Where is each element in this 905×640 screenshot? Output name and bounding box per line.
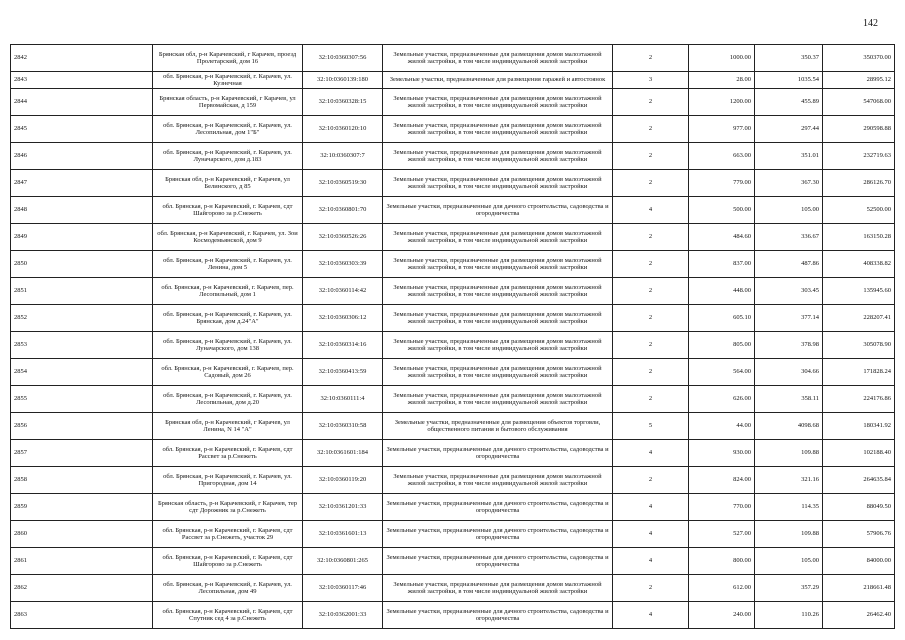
unit-value-cell: 487.86 [755, 251, 823, 278]
cadastral-number-cell: 32:10:0361601:184 [303, 440, 383, 467]
zone-cell: 2 [613, 386, 689, 413]
unit-value-cell: 378.98 [755, 332, 823, 359]
unit-value-cell: 455.89 [755, 89, 823, 116]
cadastral-value-cell: 264635.84 [823, 467, 895, 494]
area-cell: 977.00 [689, 116, 755, 143]
zone-cell: 2 [613, 332, 689, 359]
cadastral-number-cell: 32:10:0360303:39 [303, 251, 383, 278]
zone-cell: 2 [613, 116, 689, 143]
cadastral-number-cell: 32:10:0360801:265 [303, 548, 383, 575]
unit-value-cell: 297.44 [755, 116, 823, 143]
area-cell: 824.00 [689, 467, 755, 494]
cadastral-number-cell: 32:10:0360111:4 [303, 386, 383, 413]
land-use-cell: Земельные участки, предназначенные для размещения объектов торговли, общественного питания и бытового обслуживания [383, 413, 613, 440]
table-row [11, 251, 895, 278]
table-row [11, 197, 895, 224]
area-cell: 663.00 [689, 143, 755, 170]
cadastral-number-cell: 32:10:0360526:26 [303, 224, 383, 251]
unit-value-cell: 303.45 [755, 278, 823, 305]
row-number-cell: 2846 [11, 143, 153, 170]
land-use-cell: Земельные участки, предназначенные для размещения домов малоэтажной жилой застройки, в том числе индивидуальной жилой застройки [383, 89, 613, 116]
unit-value-cell: 109.88 [755, 440, 823, 467]
zone-cell: 5 [613, 413, 689, 440]
cadastral-number-cell: 32:10:0360120:10 [303, 116, 383, 143]
row-number-cell: 2845 [11, 116, 153, 143]
row-number-cell: 2847 [11, 170, 153, 197]
row-number-cell: 2852 [11, 305, 153, 332]
area-cell: 44.00 [689, 413, 755, 440]
address-cell: обл. Брянская, р-н Карачевский, г. Карачев, сдт Спутник сед 4 за р.Снежеть [153, 602, 303, 629]
row-number-cell: 2853 [11, 332, 153, 359]
row-number-cell: 2854 [11, 359, 153, 386]
cadastral-value-cell: 224176.86 [823, 386, 895, 413]
unit-value-cell: 105.00 [755, 197, 823, 224]
unit-value-cell: 351.01 [755, 143, 823, 170]
area-cell: 1200.00 [689, 89, 755, 116]
unit-value-cell: 336.67 [755, 224, 823, 251]
land-use-cell: Земельные участки, предназначенные для размещения домов малоэтажной жилой застройки, в том числе индивидуальной жилой застройки [383, 305, 613, 332]
zone-cell: 2 [613, 251, 689, 278]
address-cell: обл. Брянская, р-н Карачевский, г. Карачев, сдт Рассвет за р.Снежеть [153, 440, 303, 467]
zone-cell: 4 [613, 602, 689, 629]
area-cell: 770.00 [689, 494, 755, 521]
table-row [11, 116, 895, 143]
land-use-cell: Земельные участки, предназначенные для дачного строительства, садоводства и огородничества [383, 521, 613, 548]
cadastral-value-cell: 286126.70 [823, 170, 895, 197]
address-cell: обл. Брянская, р-н Карачевский, г. Карачев, ул. Кузнечная [153, 72, 303, 89]
table-row [11, 386, 895, 413]
land-use-cell: Земельные участки, предназначенные для размещения домов малоэтажной жилой застройки, в том числе индивидуальной жилой застройки [383, 251, 613, 278]
address-cell: обл. Брянская, р-н Карачевский, г. Карачев, ул. Лесопильная, дом д.20 [153, 386, 303, 413]
land-use-cell: Земельные участки, предназначенные для размещения гаражей и автостоянок [383, 72, 613, 89]
zone-cell: 4 [613, 440, 689, 467]
address-cell: Брянская обл, р-н Карачевский, г Карачев, ул Белинского, д 85 [153, 170, 303, 197]
land-use-cell: Земельные участки, предназначенные для дачного строительства, садоводства и огородничества [383, 548, 613, 575]
land-use-cell: Земельные участки, предназначенные для размещения домов малоэтажной жилой застройки, в том числе индивидуальной жилой застройки [383, 278, 613, 305]
table-row [11, 359, 895, 386]
area-cell: 527.00 [689, 521, 755, 548]
cadastral-number-cell: 32:10:0360307:56 [303, 45, 383, 72]
cadastral-value-cell: 102188.40 [823, 440, 895, 467]
row-number-cell: 2850 [11, 251, 153, 278]
row-number-cell: 2849 [11, 224, 153, 251]
cadastral-value-cell: 26462.40 [823, 602, 895, 629]
zone-cell: 4 [613, 521, 689, 548]
land-use-cell: Земельные участки, предназначенные для дачного строительства, садоводства и огородничества [383, 602, 613, 629]
row-number-cell: 2863 [11, 602, 153, 629]
unit-value-cell: 109.88 [755, 521, 823, 548]
table-row [11, 521, 895, 548]
zone-cell: 2 [613, 143, 689, 170]
row-number-cell: 2856 [11, 413, 153, 440]
address-cell: обл. Брянская, р-н Карачевский, г. Карачев, ул. Луначарского, дом 138 [153, 332, 303, 359]
land-use-cell: Земельные участки, предназначенные для размещения домов малоэтажной жилой застройки, в том числе индивидуальной жилой застройки [383, 45, 613, 72]
area-cell: 805.00 [689, 332, 755, 359]
cadastral-value-cell: 180341.92 [823, 413, 895, 440]
cadastral-value-cell: 408338.82 [823, 251, 895, 278]
cadastral-value-cell: 350370.00 [823, 45, 895, 72]
row-number-cell: 2861 [11, 548, 153, 575]
cadastral-number-cell: 32:10:0361201:33 [303, 494, 383, 521]
address-cell: обл. Брянская, р-н Карачевский, г. Карачев, сдт Рассвет за р.Снежеть, участок 29 [153, 521, 303, 548]
row-number-cell: 2842 [11, 45, 153, 72]
unit-value-cell: 1035.54 [755, 72, 823, 89]
area-cell: 626.00 [689, 386, 755, 413]
area-cell: 612.00 [689, 575, 755, 602]
cadastral-number-cell: 32:10:0361601:13 [303, 521, 383, 548]
cadastral-number-cell: 32:10:0360119:20 [303, 467, 383, 494]
address-cell: Брянская область, р-н Карачевский, г Карачев, тер сдт Дорожник за р.Снежеть [153, 494, 303, 521]
land-use-cell: Земельные участки, предназначенные для размещения домов малоэтажной жилой застройки, в том числе индивидуальной жилой застройки [383, 170, 613, 197]
land-use-cell: Земельные участки, предназначенные для размещения домов малоэтажной жилой застройки, в том числе индивидуальной жилой застройки [383, 143, 613, 170]
cadastral-number-cell: 32:10:0360314:16 [303, 332, 383, 359]
land-use-cell: Земельные участки, предназначенные для размещения домов малоэтажной жилой застройки, в том числе индивидуальной жилой застройки [383, 467, 613, 494]
table-body [11, 45, 895, 629]
row-number-cell: 2844 [11, 89, 153, 116]
cadastral-value-cell: 232719.63 [823, 143, 895, 170]
table-row [11, 494, 895, 521]
table-row [11, 440, 895, 467]
table-row [11, 467, 895, 494]
area-cell: 448.00 [689, 278, 755, 305]
table-row [11, 413, 895, 440]
table-row [11, 332, 895, 359]
unit-value-cell: 4098.68 [755, 413, 823, 440]
unit-value-cell: 304.66 [755, 359, 823, 386]
unit-value-cell: 350.37 [755, 45, 823, 72]
address-cell: обл. Брянская, р-н Карачевский, г. Карачев, ул. Зои Космодемьянской, дом 9 [153, 224, 303, 251]
cadastral-value-cell: 163150.28 [823, 224, 895, 251]
address-cell: обл. Брянская, р-н Карачевский, г. Карачев, пер. Лесопильный, дом 1 [153, 278, 303, 305]
address-cell: обл. Брянская, р-н Карачевский, г. Карачев, ул. Брянская, дом д.24"А" [153, 305, 303, 332]
table-row [11, 89, 895, 116]
cadastral-value-table [10, 44, 895, 629]
area-cell: 605.10 [689, 305, 755, 332]
address-cell: обл. Брянская, р-н Карачевский, г. Карачев, пер. Садовый, дом 26 [153, 359, 303, 386]
unit-value-cell: 358.11 [755, 386, 823, 413]
cadastral-number-cell: 32:10:0360310:58 [303, 413, 383, 440]
cadastral-value-cell: 547068.00 [823, 89, 895, 116]
zone-cell: 4 [613, 548, 689, 575]
row-number-cell: 2860 [11, 521, 153, 548]
land-use-cell: Земельные участки, предназначенные для размещения домов малоэтажной жилой застройки, в том числе индивидуальной жилой застройки [383, 359, 613, 386]
unit-value-cell: 110.26 [755, 602, 823, 629]
address-cell: Брянская обл, р-н Карачевский, г Карачев, ул Ленина, N 14 "А" [153, 413, 303, 440]
table-row [11, 224, 895, 251]
zone-cell: 2 [613, 45, 689, 72]
land-use-cell: Земельные участки, предназначенные для размещения домов малоэтажной жилой застройки, в том числе индивидуальной жилой застройки [383, 116, 613, 143]
row-number-cell: 2857 [11, 440, 153, 467]
table-row [11, 170, 895, 197]
zone-cell: 2 [613, 170, 689, 197]
cadastral-value-cell: 88049.50 [823, 494, 895, 521]
row-number-cell: 2851 [11, 278, 153, 305]
table-row [11, 575, 895, 602]
area-cell: 28.00 [689, 72, 755, 89]
land-use-cell: Земельные участки, предназначенные для размещения домов малоэтажной жилой застройки, в том числе индивидуальной жилой застройки [383, 332, 613, 359]
zone-cell: 2 [613, 224, 689, 251]
cadastral-value-cell: 52500.00 [823, 197, 895, 224]
zone-cell: 2 [613, 305, 689, 332]
unit-value-cell: 377.14 [755, 305, 823, 332]
address-cell: обл. Брянская, р-н Карачевский, г. Карачев, ул. Ленина, дом 5 [153, 251, 303, 278]
area-cell: 500.00 [689, 197, 755, 224]
address-cell: обл. Брянская, р-н Карачевский, г. Карачев, ул. Пригородная, дом 14 [153, 467, 303, 494]
land-use-cell: Земельные участки, предназначенные для дачного строительства, садоводства и огородничества [383, 494, 613, 521]
area-cell: 484.60 [689, 224, 755, 251]
address-cell: обл. Брянская, р-н Карачевский, г. Карачев, сдт Шайгорово за р.Снежеть [153, 548, 303, 575]
cadastral-value-cell: 305078.90 [823, 332, 895, 359]
zone-cell: 2 [613, 575, 689, 602]
cadastral-value-cell: 84000.00 [823, 548, 895, 575]
area-cell: 564.00 [689, 359, 755, 386]
cadastral-value-cell: 290598.88 [823, 116, 895, 143]
land-use-cell: Земельные участки, предназначенные для дачного строительства, садоводства и огородничества [383, 197, 613, 224]
table-row [11, 278, 895, 305]
unit-value-cell: 357.29 [755, 575, 823, 602]
table-row [11, 602, 895, 629]
cadastral-number-cell: 32:10:0360114:42 [303, 278, 383, 305]
row-number-cell: 2848 [11, 197, 153, 224]
area-cell: 800.00 [689, 548, 755, 575]
land-use-cell: Земельные участки, предназначенные для размещения домов малоэтажной жилой застройки, в том числе индивидуальной жилой застройки [383, 224, 613, 251]
table-row [11, 548, 895, 575]
page-number: 142 [863, 18, 878, 29]
zone-cell: 4 [613, 494, 689, 521]
address-cell: обл. Брянская, р-н Карачевский, г. Карачев, сдт Шайгорово за р.Снежеть [153, 197, 303, 224]
cadastral-number-cell: 32:10:0360307:7 [303, 143, 383, 170]
cadastral-value-cell: 228207.41 [823, 305, 895, 332]
area-cell: 930.00 [689, 440, 755, 467]
unit-value-cell: 367.30 [755, 170, 823, 197]
table-row [11, 305, 895, 332]
land-use-cell: Земельные участки, предназначенные для размещения домов малоэтажной жилой застройки, в том числе индивидуальной жилой застройки [383, 575, 613, 602]
cadastral-number-cell: 32:10:0360801:70 [303, 197, 383, 224]
cadastral-value-cell: 28995.12 [823, 72, 895, 89]
cadastral-number-cell: 32:10:0360413:59 [303, 359, 383, 386]
cadastral-number-cell: 32:10:0360328:15 [303, 89, 383, 116]
zone-cell: 4 [613, 197, 689, 224]
cadastral-value-cell: 218661.48 [823, 575, 895, 602]
unit-value-cell: 321.16 [755, 467, 823, 494]
address-cell: обл. Брянская, р-н Карачевский, г. Карачев, ул. Луначарского, дом д.183 [153, 143, 303, 170]
unit-value-cell: 114.35 [755, 494, 823, 521]
row-number-cell: 2855 [11, 386, 153, 413]
address-cell: Брянская область, р-н Карачевский, г Карачев, ул Первомайская, д 159 [153, 89, 303, 116]
zone-cell: 2 [613, 278, 689, 305]
cadastral-number-cell: 32:10:0360117:46 [303, 575, 383, 602]
table-row [11, 143, 895, 170]
cadastral-number-cell: 32:10:0362001:33 [303, 602, 383, 629]
cadastral-number-cell: 32:10:0360139:180 [303, 72, 383, 89]
area-cell: 240.00 [689, 602, 755, 629]
zone-cell: 3 [613, 72, 689, 89]
area-cell: 1000.00 [689, 45, 755, 72]
table-row [11, 72, 895, 89]
row-number-cell: 2859 [11, 494, 153, 521]
address-cell: обл. Брянская, р-н Карачевский, г. Карачев, ул. Лесопильная, дом 49 [153, 575, 303, 602]
zone-cell: 2 [613, 89, 689, 116]
cadastral-value-cell: 171828.24 [823, 359, 895, 386]
land-use-cell: Земельные участки, предназначенные для размещения домов малоэтажной жилой застройки, в том числе индивидуальной жилой застройки [383, 386, 613, 413]
row-number-cell: 2862 [11, 575, 153, 602]
land-use-cell: Земельные участки, предназначенные для дачного строительства, садоводства и огородничества [383, 440, 613, 467]
row-number-cell: 2843 [11, 72, 153, 89]
table-row [11, 45, 895, 72]
row-number-cell: 2858 [11, 467, 153, 494]
address-cell: Брянская обл, р-н Карачевский, г Карачев, проезд Пролетарский, дом 16 [153, 45, 303, 72]
unit-value-cell: 105.00 [755, 548, 823, 575]
address-cell: обл. Брянская, р-н Карачевский, г. Карачев, ул. Лесопильная, дом 1"Б" [153, 116, 303, 143]
cadastral-value-cell: 57906.76 [823, 521, 895, 548]
area-cell: 837.00 [689, 251, 755, 278]
cadastral-number-cell: 32:10:0360519:30 [303, 170, 383, 197]
cadastral-number-cell: 32:10:0360306:12 [303, 305, 383, 332]
zone-cell: 2 [613, 467, 689, 494]
zone-cell: 2 [613, 359, 689, 386]
cadastral-value-cell: 135945.60 [823, 278, 895, 305]
area-cell: 779.00 [689, 170, 755, 197]
